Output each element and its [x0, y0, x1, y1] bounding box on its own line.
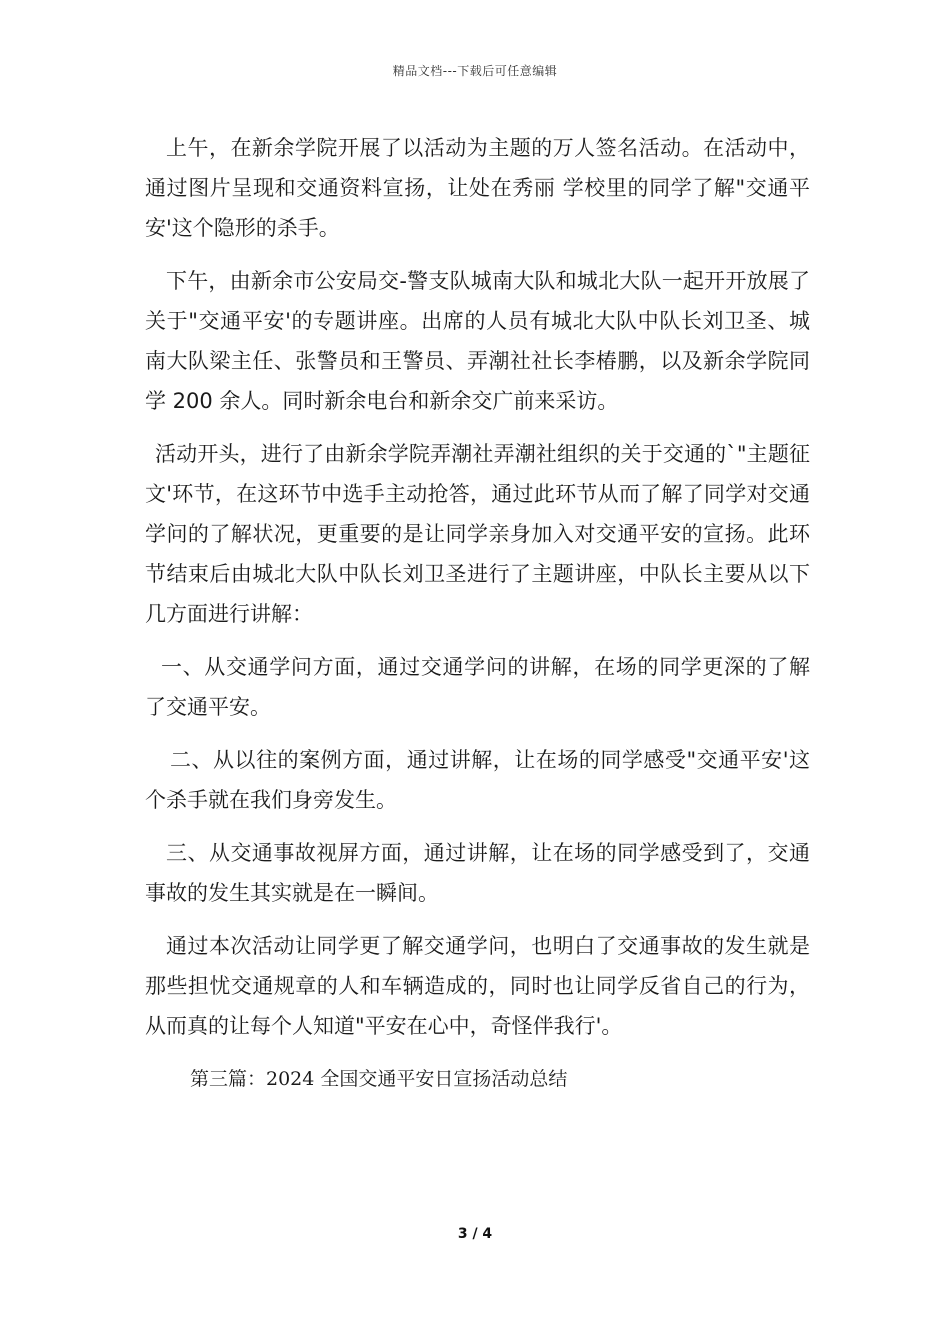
paragraph: 上午，在新余学院开展了以活动为主题的万人签名活动。在活动中，通过图片呈现和交通资料宣扬，让处在秀丽 学校里的同学了解"交通平安'这个隐形的杀手。 [145, 136, 810, 240]
paragraph: 通过本次活动让同学更了解交通学问，也明白了交通事故的发生就是那些担忧交通规章的人和车辆造成的，同时也让同学反省自己的行为，从而真的让每个人知道"平安在心中，奇怪伴我行'。 [145, 934, 810, 1038]
page-number: 3 / 4 [457, 1226, 493, 1242]
page-header: 精品文档---下载后可任意编辑 [392, 64, 558, 78]
section-title: 第三篇：2024 全国交通平安日宣扬活动总结 [190, 1068, 568, 1090]
paragraph: 一、从交通学问方面，通过交通学问的讲解，在场的同学更深的了解了交通平安。 [145, 655, 810, 719]
paragraph: 下午，由新余市公安局交-警支队城南大队和城北大队一起开开放展了关于"交通平安'的专题讲座。出席的人员有城北大队中队长刘卫圣、城南大队梁主任、张警员和王警员、弄潮社社长李椿鹏，以及新余学院同学 200 余人。同时新余电台和新余交广前来采访。 [145, 269, 810, 413]
paragraph: 活动开头，进行了由新余学院弄潮社弄潮社组织的关于交通的`"主题征文'环节，在这环节中选手主动抢答，通过此环节从而了解了同学对交通学问的了解状况，更重要的是让同学亲身加入对交通平安的宣扬。此环节结束后由城北大队中队长刘卫圣进行了主题讲座，中队长主要从以下几方面进行讲解： [145, 442, 810, 626]
paragraph: 三、从交通事故视屏方面，通过讲解，让在场的同学感受到了，交通事故的发生其实就是在一瞬间。 [145, 841, 810, 905]
paragraph: 二、从以往的案例方面，通过讲解，让在场的同学感受"交通平安'这个杀手就在我们身旁发生。 [145, 748, 810, 812]
document-body [145, 128, 810, 1099]
